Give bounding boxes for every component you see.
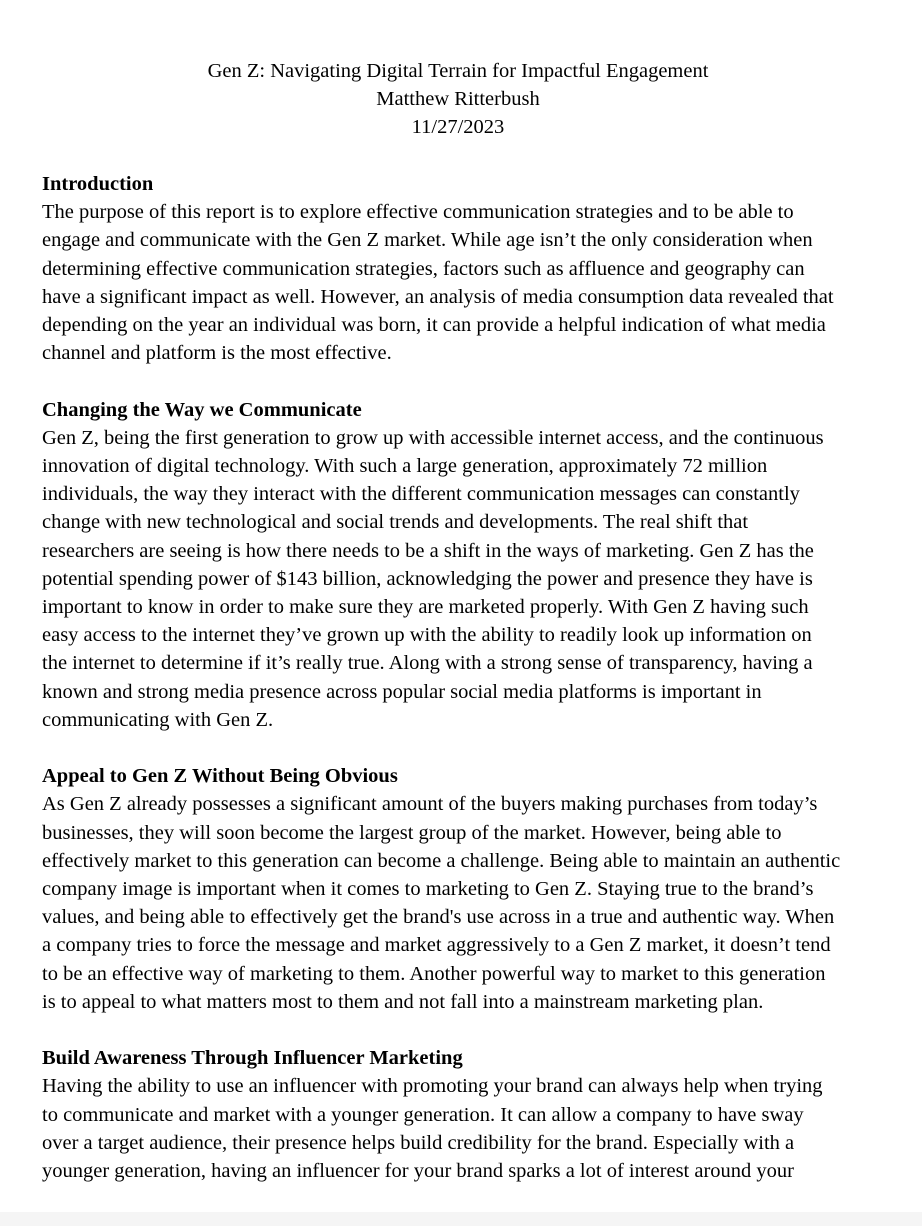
paragraph-line: businesses, they will soon become the largest group of the market. However, being able to bbox=[42, 821, 782, 844]
section-heading: Introduction bbox=[42, 173, 154, 195]
paragraph-line: researchers are seeing is how there needs to be a shift in the ways of marketing. Gen Z has the bbox=[42, 539, 814, 562]
section-heading: Changing the Way we Communicate bbox=[42, 398, 362, 421]
paragraph-line: Having the ability to use an influencer with promoting your brand can always help when trying bbox=[42, 1075, 823, 1098]
paragraph-line: Gen Z, being the first generation to grow up with accessible internet access, and the continuous bbox=[42, 426, 824, 449]
paragraph-line: a company tries to force the message and market aggressively to a Gen Z market, it doesn’t tend bbox=[42, 934, 831, 957]
paragraph-line: is to appeal to what matters most to them and not fall into a mainstream marketing plan. bbox=[42, 990, 764, 1013]
document-header bbox=[0, 57, 916, 142]
paragraph-line: have a significant impact as well. However, an analysis of media consumption data revealed that bbox=[42, 285, 834, 308]
paragraph-line: effectively market to this generation can become a challenge. Being able to maintain an authentic bbox=[42, 849, 841, 872]
document-date: 11/27/2023 bbox=[411, 116, 505, 139]
section-heading: Build Awareness Through Influencer Marketing bbox=[42, 1047, 463, 1070]
paragraph-line: values, and being able to effectively get the brand's use across in a true and authentic way. When bbox=[42, 906, 835, 929]
paragraph-line: As Gen Z already possesses a significant amount of the buyers making purchases from today’s bbox=[42, 793, 818, 816]
paragraph-line: communicating with Gen Z. bbox=[42, 708, 274, 731]
section-introduction bbox=[42, 170, 882, 367]
section-influencer-marketing bbox=[42, 1044, 882, 1185]
section-changing-communication bbox=[42, 396, 882, 734]
paragraph-line: important to know in order to make sure they are marketed properly. With Gen Z having such bbox=[42, 596, 809, 619]
paragraph-line: to be an effective way of marketing to them. Another powerful way to market to this generation bbox=[42, 962, 826, 985]
paragraph-line: engage and communicate with the Gen Z market. While age isn’t the only consideration when bbox=[42, 229, 813, 252]
paragraph-line: change with new technological and social trends and developments. The real shift that bbox=[42, 511, 749, 534]
paragraph-line: depending on the year an individual was born, it can provide a helpful indication of what media bbox=[42, 314, 826, 337]
document-title: Gen Z: Navigating Digital Terrain for Impactful Engagement bbox=[207, 60, 709, 82]
paragraph-line: potential spending power of $143 billion, acknowledging the power and presence they have is bbox=[42, 567, 813, 590]
paragraph-line: individuals, the way they interact with the different communication messages can constantly bbox=[42, 483, 800, 506]
paragraph-line: younger generation, having an influencer for your brand sparks a lot of interest around your bbox=[42, 1160, 794, 1183]
document-author: Matthew Ritterbush bbox=[376, 88, 540, 111]
paragraph-line: known and strong media presence across popular social media platforms is important in bbox=[42, 680, 762, 703]
paragraph-line: easy access to the internet they’ve grown up with the ability to readily look up information on bbox=[42, 624, 812, 647]
section-heading: Appeal to Gen Z Without Being Obvious bbox=[42, 765, 398, 788]
paragraph-line: to communicate and market with a younger generation. It can allow a company to have sway bbox=[42, 1103, 804, 1126]
page-bottom-margin bbox=[0, 1212, 922, 1226]
paragraph-line: innovation of digital technology. With such a large generation, approximately 72 million bbox=[42, 455, 768, 478]
paragraph-line: company image is important when it comes to marketing to Gen Z. Staying true to the brand’s bbox=[42, 878, 814, 901]
paragraph-line: over a target audience, their presence helps build credibility for the brand. Especially with a bbox=[42, 1131, 795, 1154]
section-appeal-gen-z bbox=[42, 762, 882, 1016]
paragraph-line: The purpose of this report is to explore effective communication strategies and to be able to bbox=[42, 201, 794, 224]
paragraph-line: determining effective communication strategies, factors such as affluence and geography can bbox=[42, 257, 805, 280]
paragraph-line: channel and platform is the most effective. bbox=[42, 342, 392, 365]
paragraph-line: the internet to determine if it’s really true. Along with a strong sense of transparency, having a bbox=[42, 652, 813, 675]
document-body bbox=[42, 170, 882, 1212]
